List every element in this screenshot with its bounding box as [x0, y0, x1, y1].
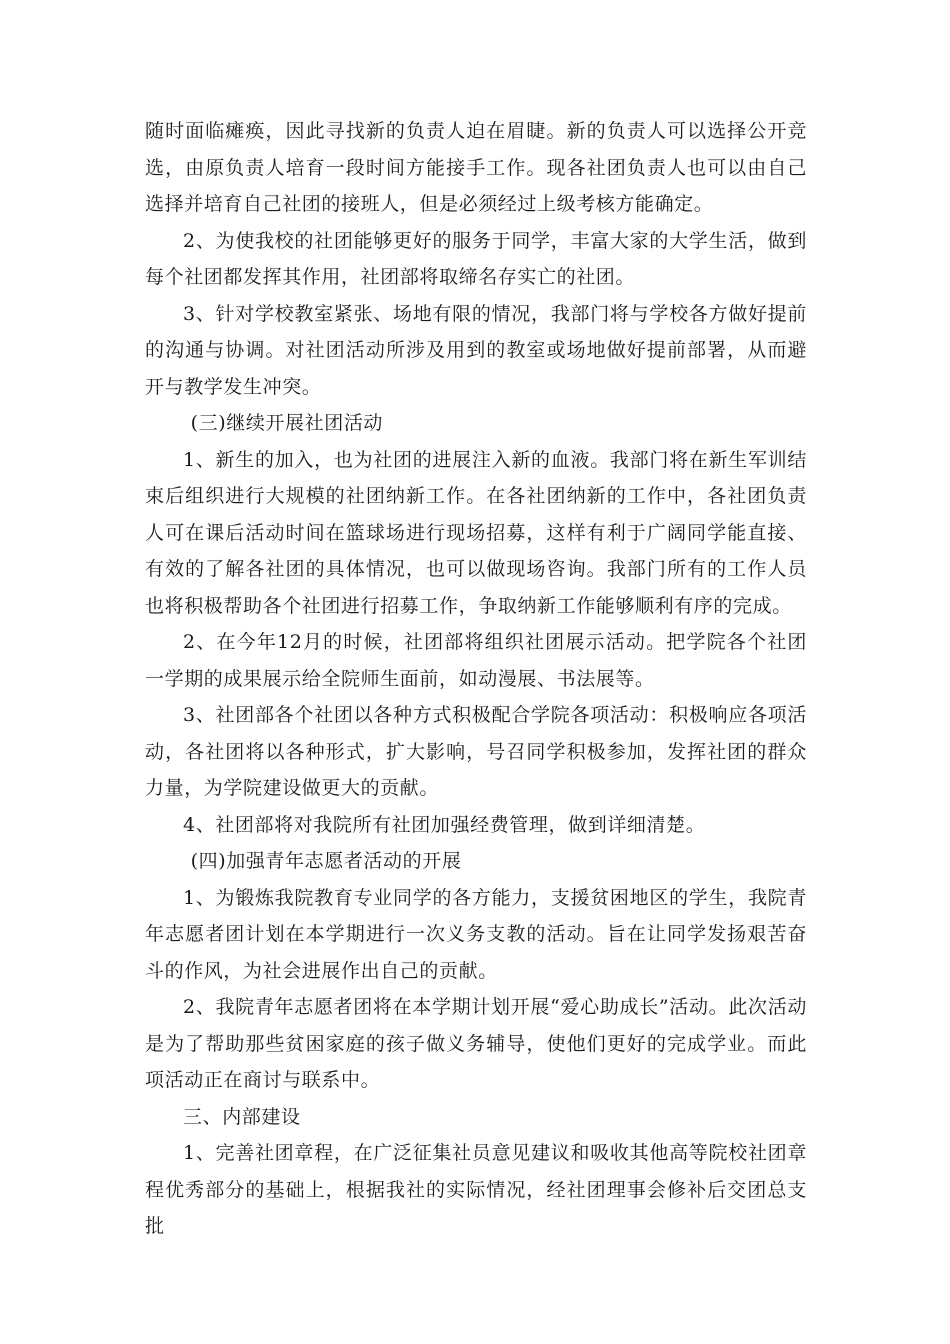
paragraph-item: 3、社团部各个社团以各种方式积极配合学院各项活动：积极响应各项活动，各社团将以各种形式，扩大影响，号召同学积极参加，发挥社团的群众力量，为学院建设做更大的贡献。 — [145, 704, 807, 799]
paragraph-item: 2、我院青年志愿者团将在本学期计划开展“爱心助成长”活动。此次活动是为了帮助那些贫困家庭的孩子做义务辅导，使他们更好的完成学业。而此项活动正在商讨与联系中。 — [145, 996, 807, 1091]
paragraph-item: 1、完善社团章程，在广泛征集社员意见建议和吸收其他高等院校社团章程优秀部分的基础上，根据我社的实际情况，经社团理事会修补后交团总支批 — [145, 1142, 807, 1237]
paragraph-item: 1、为锻炼我院教育专业同学的各方能力，支援贫困地区的学生，我院青年志愿者团计划在本学期进行一次义务支教的活动。旨在让同学发扬艰苦奋斗的作风，为社会进展作出自己的贡献。 — [145, 886, 807, 982]
section-heading: (三)继续开展社团活动 — [190, 412, 384, 434]
paragraph-item: 2、为使我校的社团能够更好的服务于同学，丰富大家的大学生活，做到每个社团都发挥其作用，社团部将取缔名存实亡的社团。 — [145, 229, 807, 288]
paragraph-item: 4、社团部将对我院所有社团加强经费管理，做到详细清楚。 — [183, 813, 706, 836]
section-heading: 三、内部建设 — [183, 1105, 301, 1128]
paragraph-item: 1、新生的加入，也为社团的进展注入新的血液。我部门将在新生军训结束后组织进行大规模的社团纳新工作。在各社团纳新的工作中，各社团负责人可在课后活动时间在篮球场进行现场招募，这样有利于广阔同学能直接、有效的了解各社团的具体情况，也可以做现场咨询。我部门所有的工作人员也将积极帮助各个社团进行招募工作，争取纳新工作能够顺利有序的完成。 — [145, 448, 807, 617]
paragraph-item: 2、在今年12月的时候，社团部将组织社团展示活动。把学院各个社团一学期的成果展示给全院师生面前，如动漫展、书法展等。 — [145, 631, 807, 690]
paragraph-item: 3、针对学校教室紧张、场地有限的情况，我部门将与学校各方做好提前的沟通与协调。对社团活动所涉及用到的教室或场地做好提前部署，从而避开与教学发生冲突。 — [145, 302, 807, 398]
paragraph-continuation: 随时面临瘫痪，因此寻找新的负责人迫在眉睫。新的负责人可以选择公开竞选，由原负责人培育一段时间方能接手工作。现各社团负责人也可以由自己选择并培育自己社团的接班人，但是必须经过上级考核方能确定。 — [145, 120, 807, 215]
document-body — [145, 113, 807, 1245]
section-heading: (四)加强青年志愿者活动的开展 — [190, 850, 462, 872]
